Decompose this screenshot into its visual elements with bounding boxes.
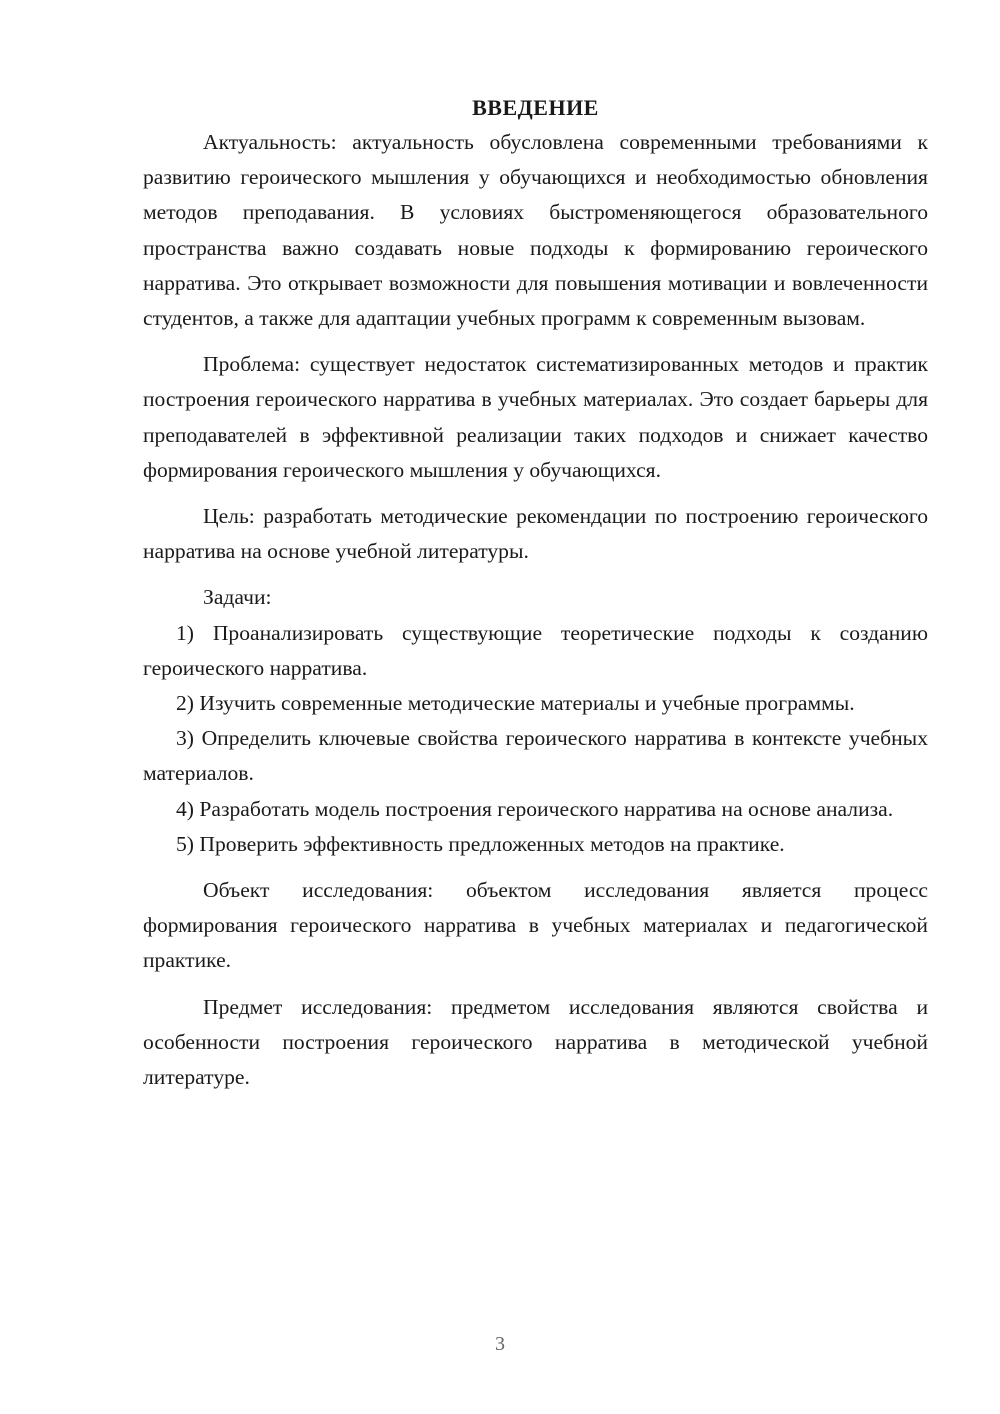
tasks-list [143,616,928,862]
list-item: 1) Проанализировать существующие теоретические подходы к созданию героического нарратива. [143,620,928,680]
paragraph-subject: Предмет исследования: предметом исследования являются свойства и особенности построения героического нарратива в методической учебной литературе. [143,994,928,1090]
list-item: 3) Определить ключевые свойства героического нарратива в контексте учебных материалов. [143,726,928,786]
paragraph-goal: Цель: разработать методические рекомендации по построению героического нарратива на основе учебной литературы. [143,504,928,564]
paragraph-object: Объект исследования: объектом исследования является процесс формирования героического нарратива в учебных материалах и педагогической практике. [143,878,928,973]
list-item: 5) Проверить эффективность предложенных методов на практике. [176,831,785,856]
paragraph-tasks-label: Задачи: [203,585,272,610]
page-number: 3 [495,1333,505,1355]
paragraph-relevance: Актуальность: актуальность обусловлена современными требованиями к развитию героического мышления у обучающихся и необходимостью обновления методов преподавания. В условиях быстроменяющегося образовательного пространства важно создавать новые подходы к формированию героического нарратива. Это открывает возможности для повышения мотивации и вовлеченности студентов, а также для адаптации учебных программ к современным вызовам. [143,130,928,331]
list-item: 2) Изучить современные методические материалы и учебные программы. [176,691,855,716]
page-title: ВВЕДЕНИЕ [472,95,599,120]
list-item: 4) Разработать модель построения героического нарратива на основе анализа. [176,796,894,821]
document-page [143,90,928,1095]
paragraph-problem: Проблема: существует недостаток систематизированных методов и практик построения героического нарратива в учебных материалах. Это создает барьеры для преподавателей в эффективной реализации таких подходов и снижает качество формирования героического мышления у обучающихся. [143,352,928,482]
